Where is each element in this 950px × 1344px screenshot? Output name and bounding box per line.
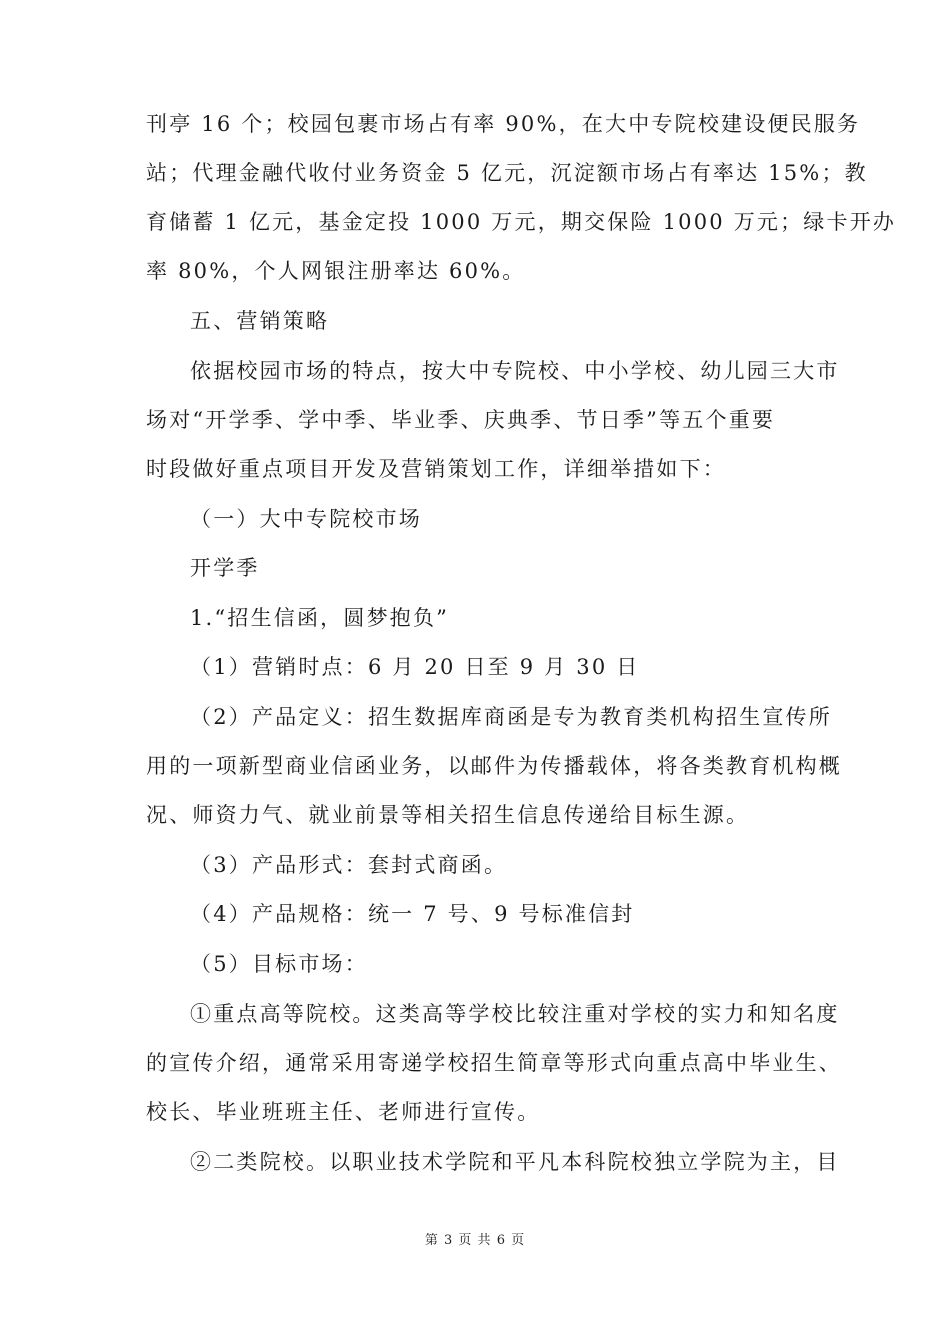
paragraph-line: （3）产品形式：套封式商函。 [190, 853, 508, 877]
paragraph-line: （4）产品规格：统一 7 号、9 号标准信封 [190, 902, 635, 926]
paragraph-line: ②二类院校。以职业技术学院和平凡本科院校独立学院为主，目 [190, 1150, 840, 1174]
subsection-heading: （一）大中专院校市场 [190, 507, 422, 531]
paragraph-line: ①重点高等院校。这类高等学校比较注重对学校的实力和知名度 [190, 1002, 840, 1026]
paragraph-line: 校长、毕业班班主任、老师进行宣传。 [146, 1100, 541, 1124]
section-heading: 五、营销策略 [190, 309, 330, 333]
paragraph-line: 时段做好重点项目开发及营销策划工作，详细举措如下： [146, 457, 726, 481]
paragraph-line: （1）营销时点：6 月 20 日至 9 月 30 日 [190, 655, 640, 679]
paragraph-line: 站；代理金融代收付业务资金 5 亿元，沉淀额市场占有率达 15%；教 [146, 161, 868, 185]
page-footer: 第 3 页 共 6 页 [424, 1233, 526, 1248]
paragraph-line: 的宣传介绍，通常采用寄递学校招生简章等形式向重点高中毕业生、 [146, 1051, 842, 1075]
paragraph-line: 用的一项新型商业信函业务，以邮件为传播载体，将各类教育机构概 [146, 754, 842, 778]
paragraph-line: （2）产品定义：招生数据库商函是专为教育类机构招生宣传所 [190, 705, 832, 729]
paragraph-line: 育储蓄 1 亿元，基金定投 1000 万元，期交保险 1000 万元；绿卡开办 [146, 210, 897, 234]
paragraph-line: 况、师资力气、就业前景等相关招生信息传递给目标生源。 [146, 803, 750, 827]
item-heading: 1.“招生信函，圆梦抱负” [190, 606, 450, 630]
subsection-heading: 开学季 [190, 556, 260, 580]
paragraph-line: 场对“开学季、学中季、毕业季、庆典季、节日季”等五个重要 [146, 408, 776, 432]
paragraph-line: 率 80%，个人网银注册率达 60%。 [146, 259, 526, 283]
paragraph-line: 依据校园市场的特点，按大中专院校、中小学校、幼儿园三大市 [190, 359, 840, 383]
paragraph-line: 刊亭 16 个；校园包裹市场占有率 90%，在大中专院校建设便民服务 [146, 112, 861, 136]
paragraph-line: （5）目标市场： [190, 952, 368, 976]
